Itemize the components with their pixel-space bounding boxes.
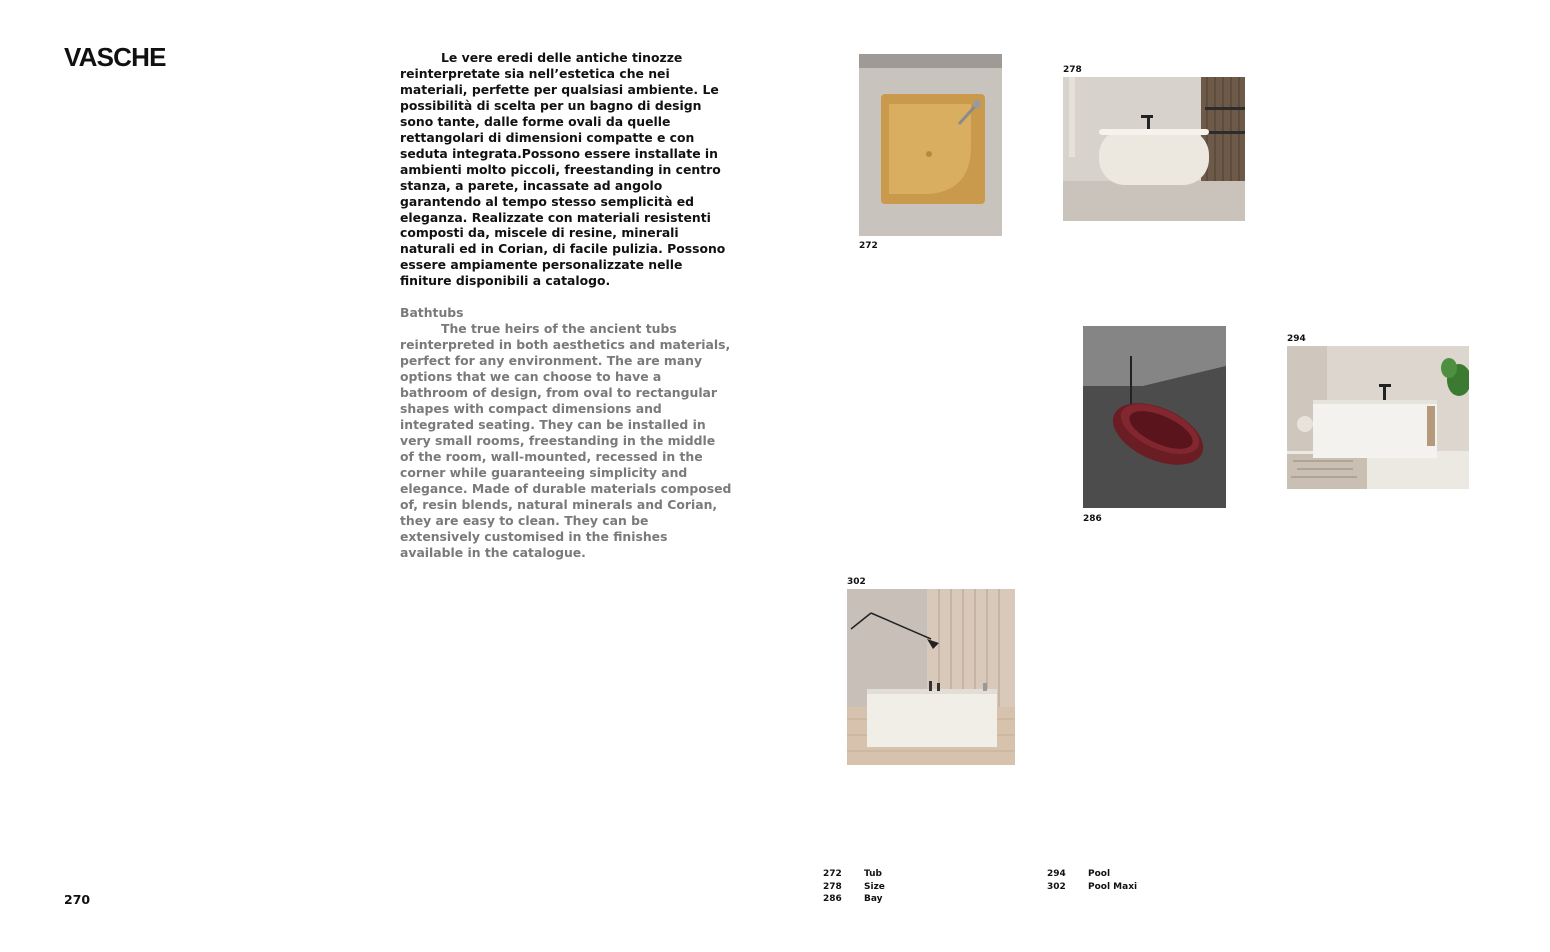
- index-num: 302: [1047, 881, 1066, 892]
- intro-italian: Le vere eredi delle antiche tinozze reinterpretate sia nell’estetica che nei materiali, perfette per qualsiasi ambiente. Le possibilità di scelta per un bagno di design sono tante, dalle forme ovali da quelle rettangolari di dimensioni compatte e con seduta integrata.Possono essere installate in ambienti molto piccoli, freestanding in centro stanza, a parete, incassate ad angolo garantendo al tempo stesso semplicità ed eleganza. Realizzate con materiali resistenti composti da, miscele di resine, minerali naturali ed in Corian, di facile pulizia. Possono essere ampiamente personalizzate nelle finiture disponibili a catalogo.: [400, 50, 726, 289]
- index-num: 294: [1047, 869, 1066, 879]
- english-heading: Bathtubs: [400, 305, 464, 321]
- caption-278: 278: [1063, 65, 1082, 75]
- index-num: 278: [823, 881, 842, 892]
- index-row: [1047, 868, 1137, 881]
- photo-294-pool: [1287, 346, 1469, 489]
- caption-302: 302: [847, 577, 866, 587]
- index-list-left: [823, 868, 885, 906]
- caption-272: 272: [859, 241, 878, 251]
- photo-278-size: [1063, 77, 1245, 221]
- intro-english: The true heirs of the ancient tubs reinterpreted in both aesthetics and materials, perfect for any environment. The are many options that we can choose to have a bathroom of design, from oval to rectangular shapes with compact dimensions and integrated seating. They can be installed in very small rooms, freestanding in the middle of the room, wall-mounted, recessed in the corner while guaranteeing simplicity and elegance. Made of durable materials composed of, resin blends, natural minerals and Corian, they are easy to clean. They can be extensively customised in the finishes available in the catalogue.: [400, 321, 732, 560]
- index-name: Pool: [1088, 869, 1111, 879]
- photo-272-tub: [859, 54, 1002, 236]
- caption-286: 286: [1083, 514, 1102, 524]
- page-title: VASCHE: [64, 42, 166, 72]
- index-num: 272: [823, 869, 842, 879]
- photo-286-bay: [1083, 326, 1226, 508]
- page-number: 270: [64, 892, 91, 907]
- index-list-right: [1047, 868, 1137, 893]
- index-name: Size: [864, 881, 885, 892]
- photo-302-pool-maxi: [847, 589, 1015, 765]
- caption-294: 294: [1287, 334, 1306, 344]
- index-row: [823, 868, 885, 881]
- index-name: Bay: [864, 894, 883, 904]
- index-row: [1047, 881, 1137, 894]
- index-row: [823, 881, 885, 894]
- text-column: [400, 50, 732, 561]
- index-num: 286: [823, 894, 842, 904]
- index-name: Tub: [864, 869, 882, 879]
- index-row: [823, 893, 885, 906]
- index-name: Pool Maxi: [1088, 881, 1138, 892]
